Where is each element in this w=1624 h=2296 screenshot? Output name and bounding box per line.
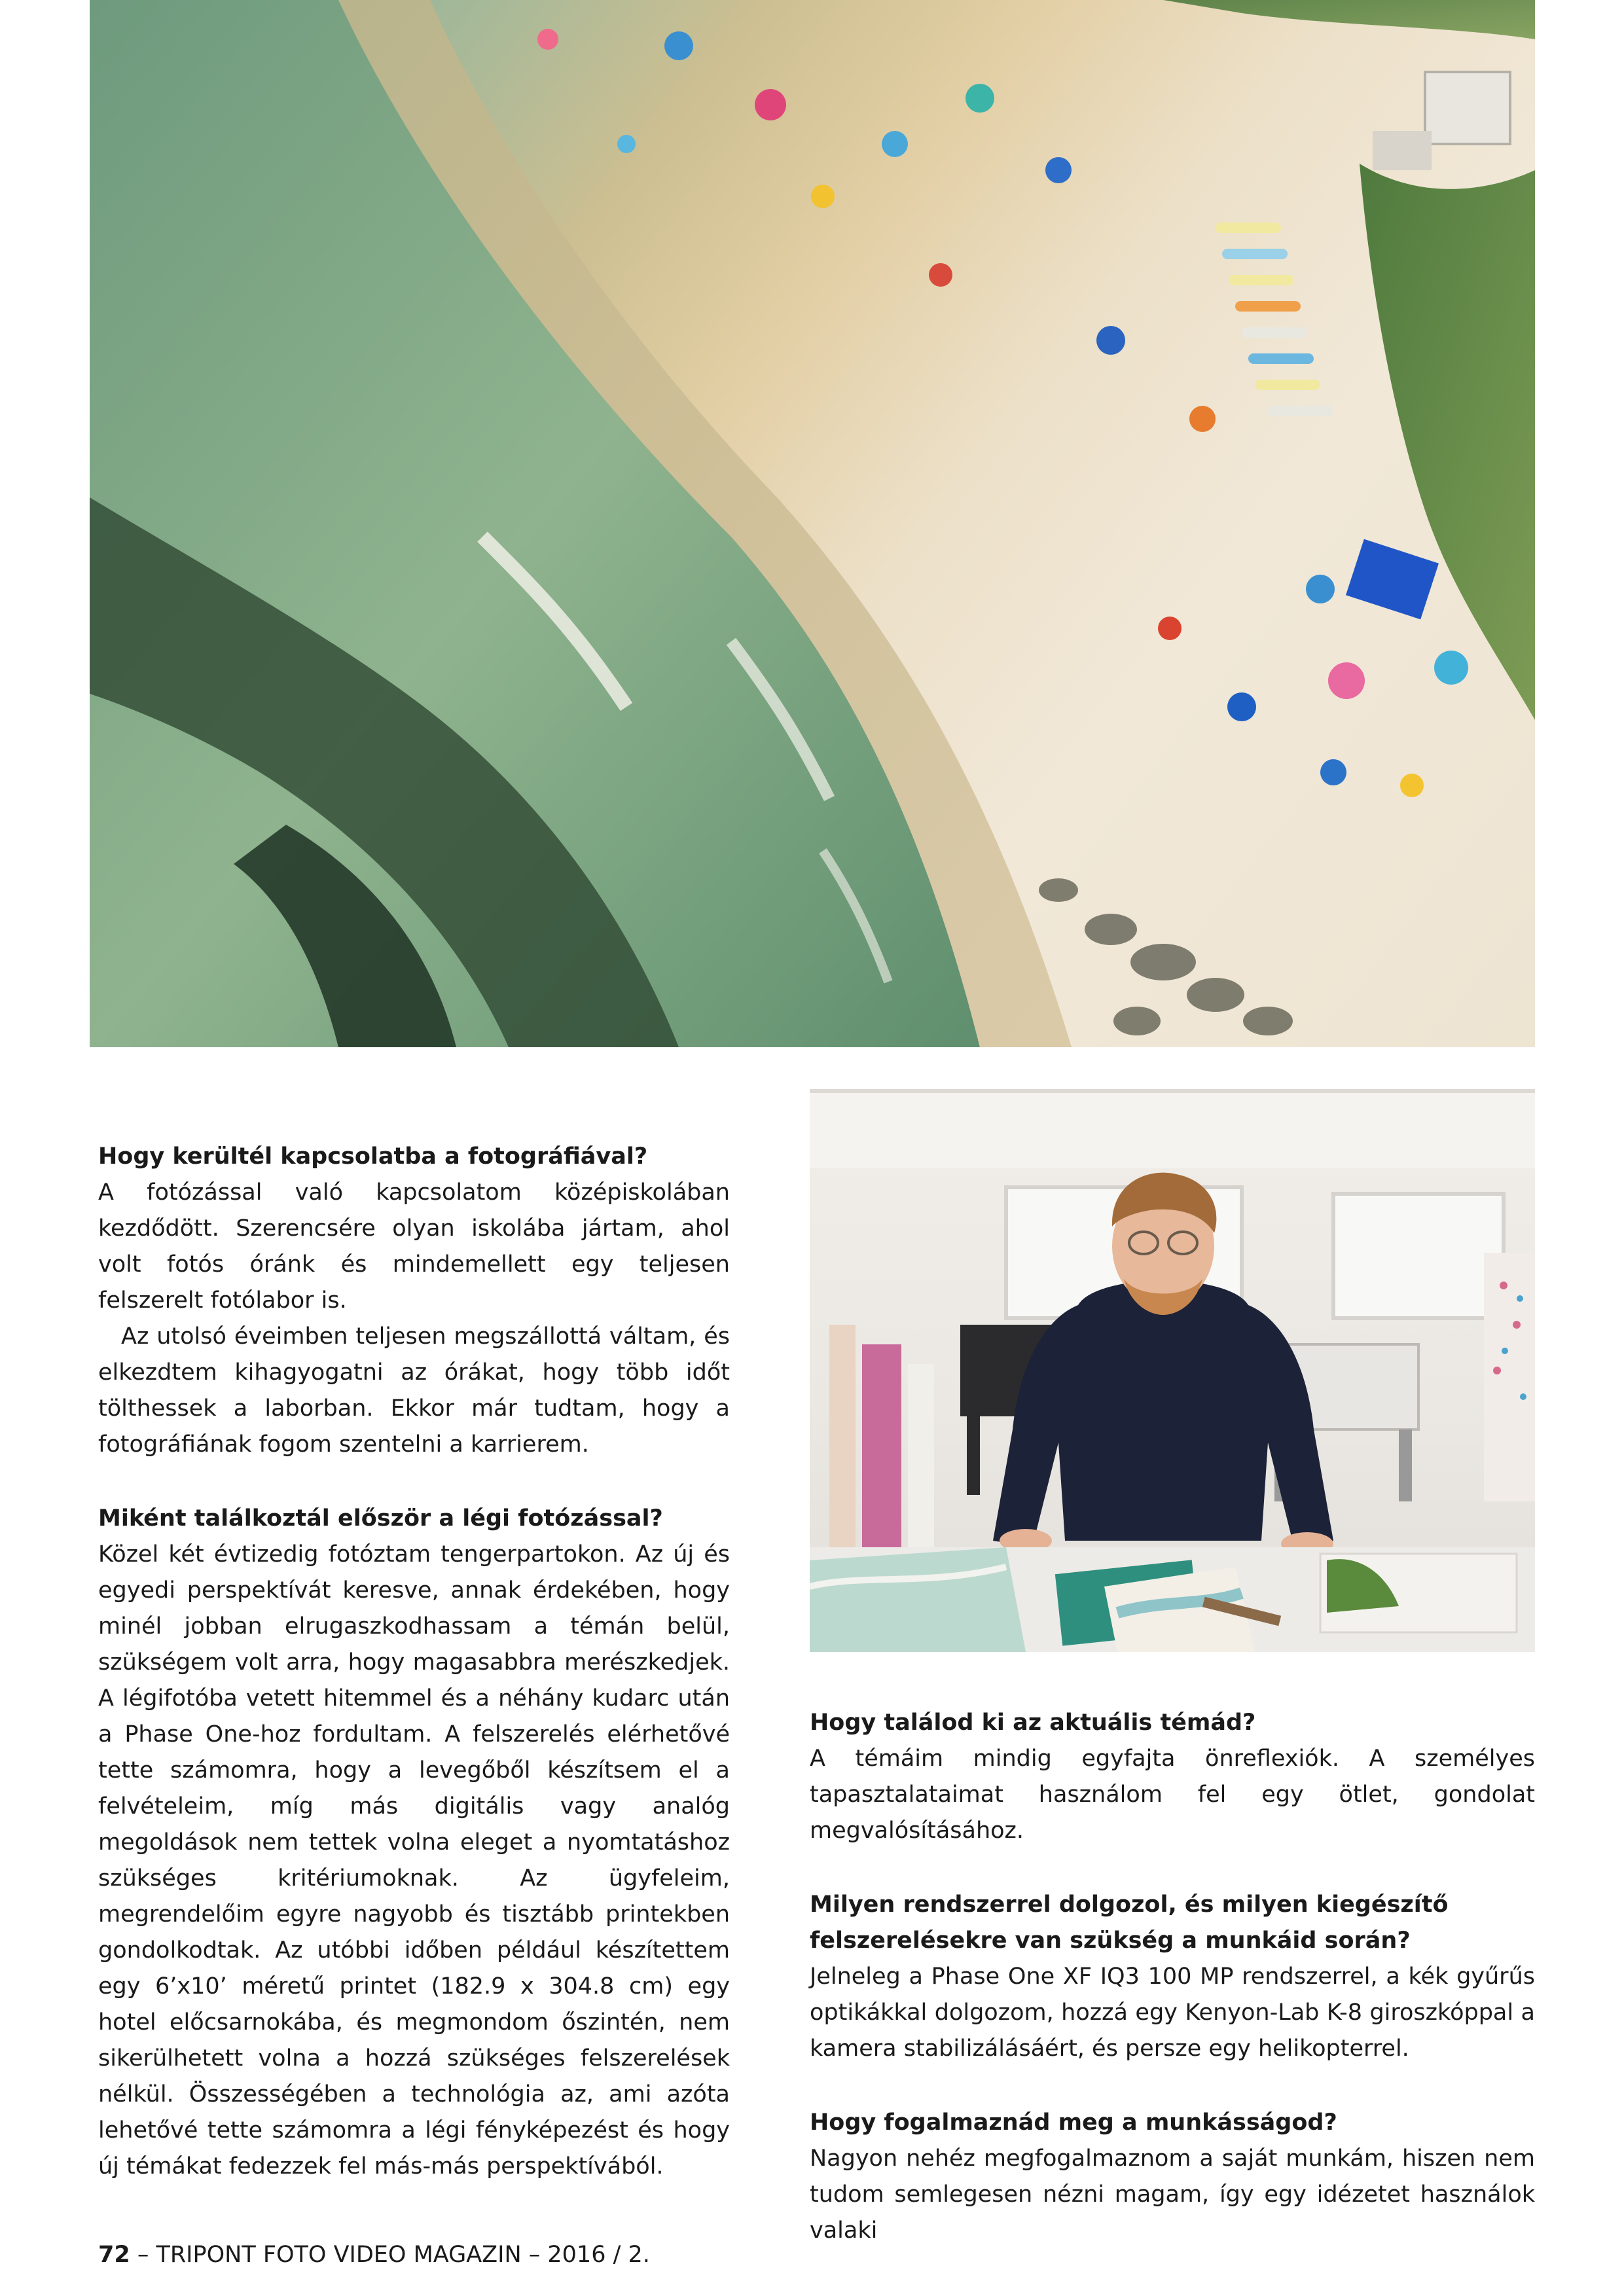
- magazine-issue: – TRIPONT FOTO VIDEO MAGAZIN – 2016 / 2.: [130, 2242, 650, 2268]
- aerial-beach-photo: [90, 0, 1535, 1047]
- interview-question: Hogy kerültél kapcsolatba a fotográfiával?: [98, 1143, 648, 1170]
- qa-block-topic: [810, 1705, 1535, 1849]
- interview-answer: A fotózással való kapcsolatom középiskolában kezdődött. Szerencsére olyan iskolába jártam, ahol volt fotós óránk és mindemellett egy teljesen felszerelt fotólabor is.: [98, 1179, 730, 1314]
- left-text-column: [98, 1139, 730, 2185]
- photographer-portrait-photo: [810, 1089, 1535, 1652]
- qa-block-equipment: [810, 1887, 1535, 2067]
- qa-block-work-description: [810, 2105, 1535, 2249]
- interview-answer: Nagyon nehéz megfogalmaznom a saját munkám, hiszen nem tudom semlegesen nézni magam, így egy idézetet használok valaki: [810, 2145, 1535, 2244]
- interview-question: Hogy találod ki az aktuális témád?: [810, 1710, 1256, 1736]
- aerial-beach-illustration: [90, 0, 1535, 1047]
- qa-block-photography-start: [98, 1139, 730, 1463]
- portrait-illustration: [810, 1089, 1535, 1652]
- interview-answer: Az utolsó éveimben teljesen megszállottá váltam, és elkezdtem kihagyogatni az órákat, hogy több időt tölthessek a laborban. Ekkor már tudtam, hogy a fotográfiának fogom szentelni a karrierem.: [98, 1323, 730, 1458]
- interview-answer: Közel két évtizedig fotóztam tengerpartokon. Az új és egyedi perspektívát keresve, annak érdekében, hogy minél jobban elrugaszkodhassam a témán belül, szükségem volt arra, hogy magasabbra merészkedjek. A légifotóba vetett hitemmel és a néhány kudarc után a Phase One-hoz fordultam. A felszerelés elérhetővé tette számomra, hogy a levegőből készítsem el a felvételeim, míg más digitális vagy analóg megoldások nem tettek volna eleget a nyomtatáshoz szükséges kritériumoknak. Az ügyfeleim, megrendelőim egyre nagyobb és tisztább printekben gondolkodtak. Az utóbbi időben például készítettem egy 6’x10’ méretű printet (182.9 x 304.8 cm) egy hotel előcsarnokába, és megmondom őszintén, nem sikerülhetett volna a hozzá szükséges felszerelések nélkül. Összességében a technológia az, ami azóta lehetővé tette számomra a légi fényképezést és hogy új témákat fedezzek fel más-más perspektívából.: [98, 1541, 730, 2179]
- interview-answer: Jelneleg a Phase One XF IQ3 100 MP rendszerrel, a kék gyűrűs optikákkal dolgozom, hozzá egy Kenyon-Lab K-8 giroszkóppal a kamera stabilizálásáért, és persze egy helikopterrel.: [810, 1964, 1535, 2062]
- interview-question: Miként találkoztál először a légi fotózással?: [98, 1505, 663, 1532]
- page-number: 72: [98, 2242, 130, 2268]
- interview-answer: A témáim mindig egyfajta önreflexiók. A személyes tapasztalataimat használom fel egy ötlet, gondolat megvalósításához.: [810, 1746, 1535, 1844]
- interview-question: Hogy fogalmaznád meg a munkásságod?: [810, 2109, 1337, 2136]
- page-footer: [98, 2238, 650, 2271]
- interview-question: Milyen rendszerrel dolgozol, és milyen kiegészítő felszerelésekre van szükség a munkáid során?: [810, 1892, 1449, 1954]
- qa-block-aerial-photography: [98, 1501, 730, 2185]
- right-text-column: [810, 1705, 1535, 2249]
